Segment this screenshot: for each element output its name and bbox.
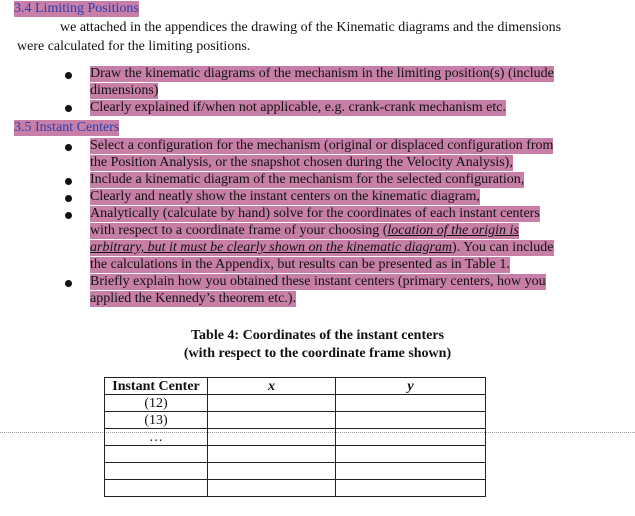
bullet-text-line: dimensions) <box>90 83 159 98</box>
table-cell[interactable] <box>208 480 336 497</box>
intro-text-line: we attached in the appendices the drawing of the Kinematic diagrams and the dimensions <box>60 20 562 35</box>
header-x: x <box>208 378 336 395</box>
bullet-text-line: Include a kinematic diagram of the mechanism for the selected configuration, <box>90 172 525 187</box>
bullet-text-line: Clearly explained if/when not applicable, e.g. crank-crank mechanism etc. <box>90 100 506 115</box>
table-cell[interactable]: … <box>105 429 208 446</box>
table-cell[interactable]: (12) <box>105 395 208 412</box>
table-cell[interactable] <box>336 412 486 429</box>
table-cell[interactable] <box>336 395 486 412</box>
table-cell[interactable] <box>336 463 486 480</box>
bullet-icon <box>65 72 72 79</box>
bullet-text-line: the Position Analysis, or the snapshot chosen during the Velocity Analysis), <box>90 155 513 170</box>
section-heading-instant-centers: 3.5 Instant Centers <box>14 120 120 135</box>
table-cell[interactable] <box>208 463 336 480</box>
table-cell[interactable] <box>336 480 486 497</box>
bullet-text-line: applied the Kennedy’s theorem etc.). <box>90 291 297 306</box>
bullet-icon <box>65 212 72 219</box>
table-caption-title: Table 4: Coordinates of the instant centers <box>190 328 445 343</box>
bullet-text-line <box>90 223 519 239</box>
bullet-text-line: Clearly and neatly show the instant centers on the kinematic diagram, <box>90 189 480 204</box>
bullet-icon <box>65 178 72 185</box>
table-cell[interactable]: (13) <box>105 412 208 429</box>
table-cell[interactable] <box>208 446 336 463</box>
table-header-row <box>105 378 486 395</box>
table-cell[interactable] <box>208 412 336 429</box>
table-cell[interactable] <box>105 463 208 480</box>
bullet-icon <box>65 195 72 202</box>
table-row <box>105 463 486 480</box>
bullet-text-line: Briefly explain how you obtained these instant centers (primary centers, how you <box>90 274 546 289</box>
table-row <box>105 429 486 446</box>
table-cell[interactable] <box>208 429 336 446</box>
bullet-icon <box>65 144 72 151</box>
table-row <box>105 412 486 429</box>
bullet-text-line: Analytically (calculate by hand) solve for the coordinates of each instant centers <box>90 206 540 221</box>
bullet-text-line: Draw the kinematic diagrams of the mechanism in the limiting position(s) (include <box>90 66 554 81</box>
bullet-text-line: the calculations in the Appendix, but results can be presented as in Table 1. <box>90 257 510 272</box>
bullet-text-part: ). You can include <box>452 240 554 255</box>
bullet-icon <box>65 280 72 287</box>
table-row <box>105 395 486 412</box>
emphasis-text: location of the origin is <box>387 223 519 238</box>
table-row <box>105 480 486 497</box>
table-row <box>105 446 486 463</box>
bullet-text-line <box>90 240 554 256</box>
table-cell[interactable] <box>105 480 208 497</box>
emphasis-text: arbitrary, but it must be clearly shown on the kinematic diagram <box>90 240 453 255</box>
header-instant-center: Instant Center <box>105 378 208 395</box>
bullet-text-line: Select a configuration for the mechanism (original or displaced configuration from <box>90 138 554 153</box>
bullet-icon <box>65 105 72 112</box>
table-caption-subtitle: (with respect to the coordinate frame shown) <box>183 346 452 361</box>
bullet-text-part: with respect to a coordinate frame of your choosing ( <box>90 223 388 238</box>
table-cell[interactable] <box>336 429 486 446</box>
table-cell[interactable] <box>105 446 208 463</box>
table-cell[interactable] <box>208 395 336 412</box>
section-heading-limiting-positions: 3.4 Limiting Positions <box>14 1 139 16</box>
table-cell[interactable] <box>336 446 486 463</box>
intro-text-line: were calculated for the limiting positions. <box>17 39 251 54</box>
header-y: y <box>336 378 486 395</box>
instant-centers-table <box>104 377 486 497</box>
